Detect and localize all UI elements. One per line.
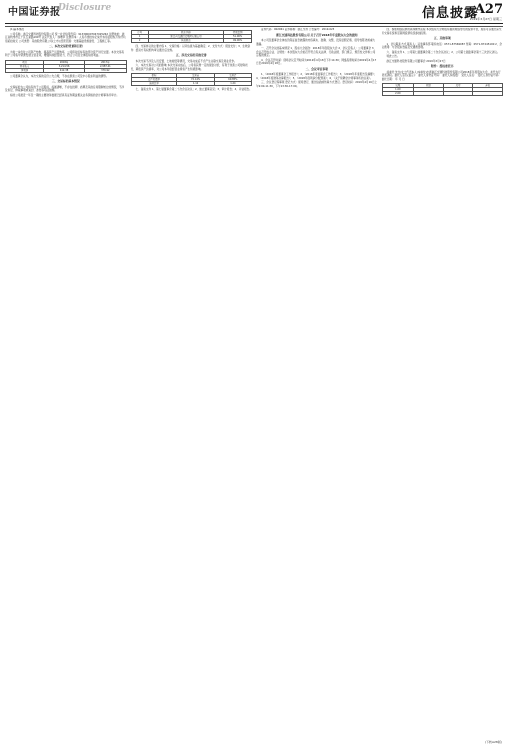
newspaper-english-tag: Disclosure [58, 3, 112, 13]
paragraph: 六、备查文件 1、公司第七届董事会第二十次会议决议；2、公司第七届监事会第十三次会议决议。 [386, 50, 500, 54]
paragraph: 特此公告。 [386, 55, 400, 58]
table-cell: 2.00 [382, 92, 414, 96]
table-row [382, 92, 503, 96]
page-header [0, 0, 508, 22]
table-row [131, 78, 252, 82]
table-row [6, 68, 127, 72]
table-cell: 项目 [6, 60, 44, 64]
article-columns [5, 28, 503, 736]
newspaper-name: 中国证券报 [8, 7, 61, 18]
table-cell: 议案 [382, 84, 414, 88]
table-cell: 2017年 [85, 60, 126, 64]
table-cell: 营业收入 [6, 64, 44, 68]
table-cell: 其他股东 [148, 39, 223, 43]
paragraph: 4、会议召开时间：现场会议召开时间为2019年4月18日下午14:30；网络投票时间为2019年4月17日至2019年4月18日。 [256, 58, 377, 65]
table-cell: 资产负债率 [131, 78, 177, 82]
table-row [6, 60, 127, 64]
paragraph: 兹委托 先生/女士代表本人(本单位)出席浙江交通科技股份有限公司2018年年度股东大会，并代为行使表决权。委托人签名(盖章)： 委托人身份证号码： 委托人持股数： 受托人签名： 受托人身份证号码： 委托日期： 年 月 日 [381, 70, 501, 81]
paragraph: 一、召开会议的基本情况 1、股东大会届次：2018年年度股东大会 2、会议召集人：公司董事会 3、会议召开的合法、合规性：本次股东大会的召开符合有关法律、行政法规、部门规章、规范性文件和公司章程的规定。 [256, 47, 377, 57]
table-cell [414, 92, 444, 96]
table-cell: 流动比率 [131, 82, 177, 86]
table-cell: 2,987.41 [85, 64, 126, 68]
table-row [6, 64, 127, 68]
section-heading: 五、其他事项 [433, 36, 451, 40]
paragraph: 六、本次交易对公司的影响 本次交易完成后，公司将获得一定的现金对价，有利于改善公司财务状况，降低资产负债率，对公司本年度经营业绩将产生积极影响。 [130, 64, 248, 71]
data-table [382, 83, 504, 96]
paragraph: 本公司及董事会全体成员保证信息披露的内容真实、准确、完整，没有虚假记载、误导性陈述或重大遗漏。 [256, 39, 376, 46]
table-cell: 72.14% [177, 78, 214, 82]
continued-stamp: (下转A28版) [484, 740, 502, 744]
table-cell: 69.85% [214, 78, 251, 82]
paragraph: 公司董事会认为，本次交易的定价公允合理，不存在损害公司及中小股东利益的情形。 [10, 74, 109, 78]
text-column [5, 28, 127, 736]
paragraph: 本次交易不涉及人员安置、土地租赁等情况，交易完成后不会产生关联交易及同业竞争。 [135, 59, 237, 63]
paragraph: 七、备查文件 1、第七届董事会第二十次会议决议；2、独立董事意见；3、审计报告；4、评估报告。 [135, 88, 252, 91]
header-rule-thick [5, 23, 503, 24]
table-cell [443, 92, 473, 96]
paragraph: 三、会议登记等事项 登记方式：现场登记、通过信函或传真方式登记。登记时间：2019年4月16日上午9:00-11:30，下午13:30-17:00。 [256, 81, 378, 88]
table-cell: 412.38 [43, 68, 84, 72]
table-cell: 同意 [414, 84, 444, 88]
table-cell: 2 [131, 39, 148, 43]
paragraph: (1)基本情况 [10, 28, 25, 31]
table-cell: 3,214.56 [43, 64, 84, 68]
data-table [131, 73, 253, 86]
table-row [131, 39, 252, 43]
table-cell: 序号 [131, 31, 148, 35]
table-cell: 376.92 [85, 68, 126, 72]
table-cell: 49.00% [224, 39, 252, 43]
data-table [131, 30, 253, 43]
table-cell: 2018年 [43, 60, 84, 64]
text-column [382, 28, 504, 736]
table-cell: 持股比例 [224, 31, 252, 35]
paragraph: 证券代码：002061 证券简称：浙江交科 公告编号：2019-023 [261, 28, 335, 31]
section-heading: 附件：授权委托书 [431, 64, 454, 68]
text-column [131, 28, 253, 736]
table-cell: 交易后 [214, 74, 251, 78]
issue-date: 2019年3月27日 星期三 [469, 17, 502, 21]
paragraph: 标的公司最近一年及一期的主要财务数据已经具有证券期货相关业务资格的会计师事务所审计。 [10, 93, 119, 97]
text-column [256, 28, 378, 736]
section-heading: 二、会议审议事项 [305, 66, 328, 71]
table-cell: 1 [131, 35, 148, 39]
table-cell: 股东名称 [148, 31, 223, 35]
section-heading: 五、涉及交易的其他安排 [175, 53, 207, 57]
paragraph: 交易标的为公司持有的子公司股权，权属清晰，不存在抵押、质押及其他任何限制转让的情况，不涉及诉讼、仲裁事项或查封、冻结等司法措施。 [5, 85, 125, 92]
section-heading: 三、交易标的基本情况 [51, 79, 80, 83]
paragraph: 1、《2018年度董事会工作报告》；2、《2018年度监事会工作报告》；3、《2018年年度报告及摘要》；4、《2018年度财务决算报告》；5、《2018年度利润分配预案》；6、《关于续聘会计师事务所的议案》。 [256, 73, 377, 80]
table-cell: 1.12 [177, 82, 214, 86]
table-cell: 浙江省交通投资集团有限公司 [148, 35, 223, 39]
section-heading: 二、本次交易的背景和目的 [48, 44, 83, 48]
paragraph: 浙江交通科技股份有限公司董事会 2019年3月27日 [386, 59, 446, 63]
table-cell: 净利润 [6, 68, 44, 72]
section-title: 信息披露 [421, 6, 478, 21]
table-cell: 弃权 [473, 84, 503, 88]
table-cell [473, 92, 503, 96]
paragraph: 四、交易协议的主要内容 1、交易价格：以评估值为基础确定；2、支付方式：现金支付；3、生效条件：经双方有权机构审议通过后生效。 [130, 45, 251, 52]
table-cell: 51.00% [224, 35, 252, 39]
paragraph: 四、参加网络投票的具体操作流程 本次股东大会向股东提供网络形式的投票平台，股东可以通过深交所交易系统和互联网投票系统参加投票。 [381, 28, 502, 35]
table-row [131, 82, 252, 86]
table-cell: 1.00 [382, 88, 414, 92]
data-table [5, 60, 127, 73]
table-cell: 1.24 [214, 82, 251, 86]
page-number: A27 [474, 2, 503, 17]
paragraph: 公司名称：浙江交通科技股份有限公司 统一社会信用代码：91330000704702526X 注册地址：浙江省杭州市江干区五星路199号 法定代表人：徐增华 注册资本：人民币壹拾叁亿柒仟叁佰伍拾叁万叁仟玖佰贰拾柒元 公司类型：其他股份有限公司(上市) 经营范围：交通基础设施建设、工程施工等。 [5, 32, 126, 43]
table-cell: 交易前 [177, 74, 214, 78]
table-cell: 反对 [443, 84, 473, 88]
paragraph: 为进一步优化公司资产结构，提高资产运营效率，公司拟对所持有的部分资产进行处置。本次交易有利于公司集中资源发展主营业务，增强持续经营能力，符合公司及全体股东的利益。 [5, 50, 125, 57]
table-cell: 指标 [131, 74, 177, 78]
paragraph: 1、会议联系方式 联系人：证券事务部 联系电话：0571-87569087 传真：0571-87245190 2、会议费用：与会股东食宿及交通费自理。 [381, 42, 503, 49]
section-heading: 浙江交通科技股份有限公司 关于召开2018年年度股东大会的通知 [276, 32, 358, 37]
